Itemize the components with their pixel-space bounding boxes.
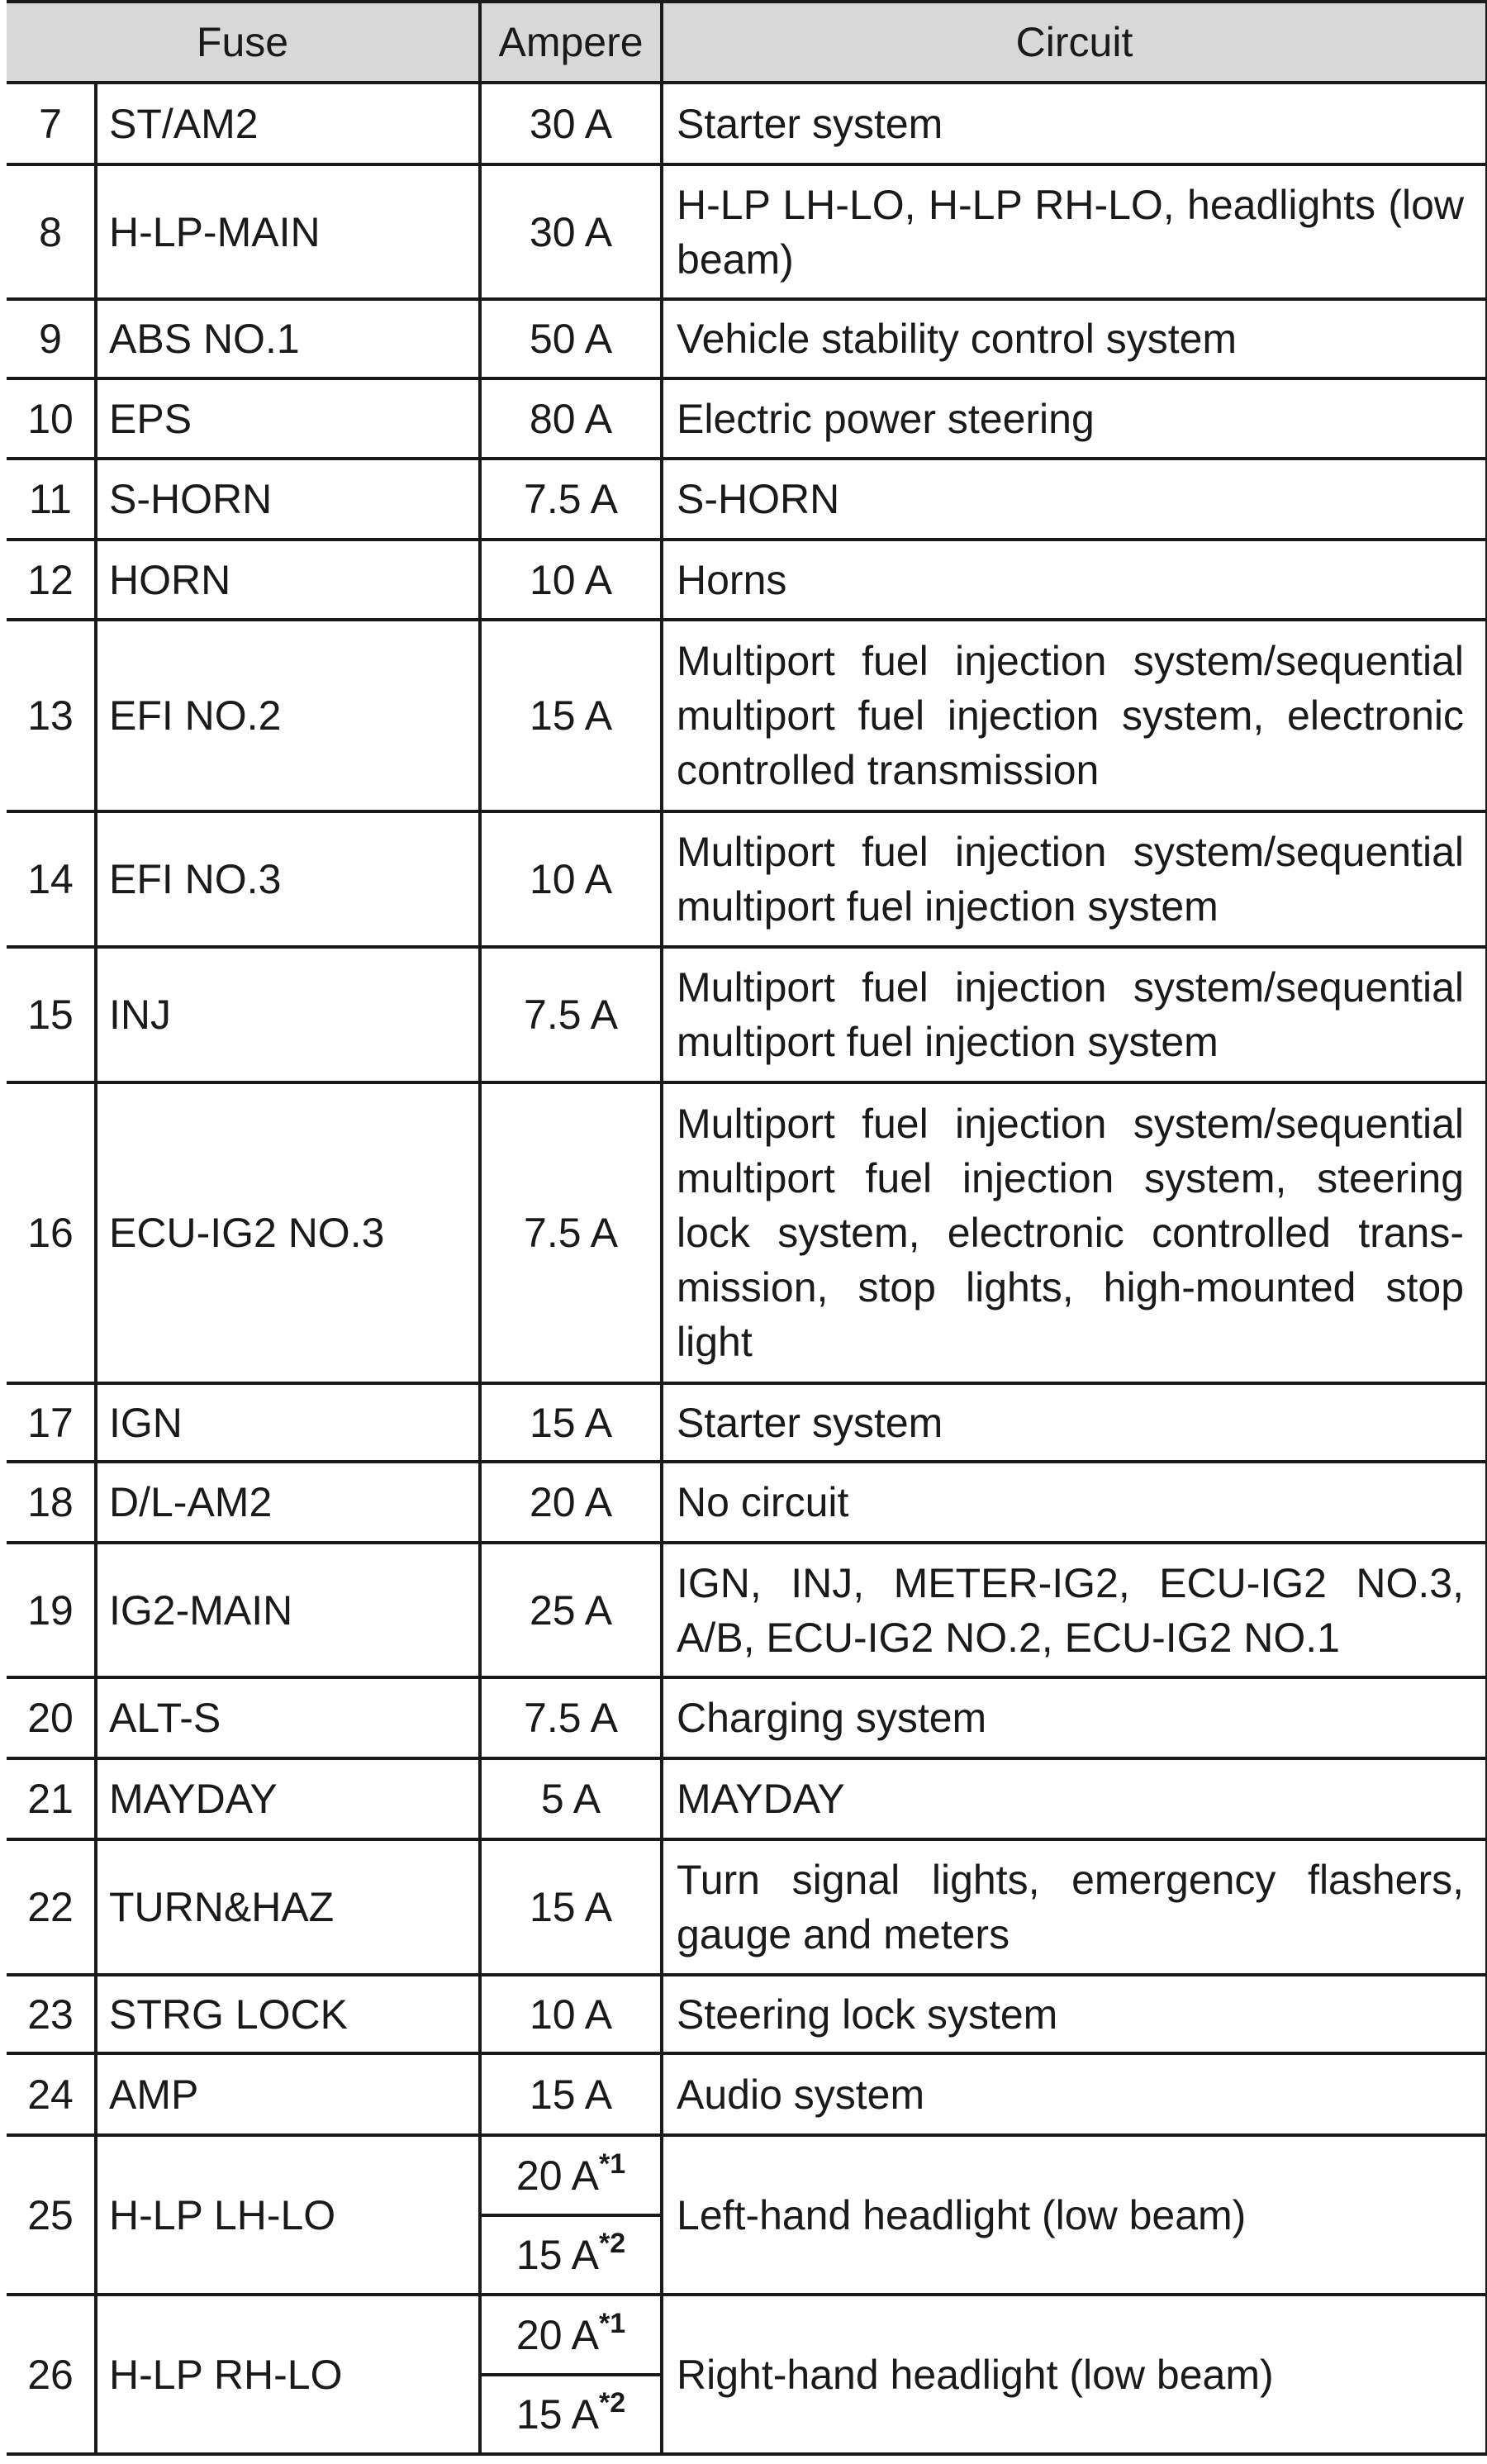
table-row <box>7 1543 1487 1677</box>
fuse-ampere: 7.5 A <box>480 1082 662 1383</box>
fuse-ampere: 15 A <box>480 1839 662 1975</box>
table-row <box>7 947 1487 1082</box>
fuse-name: EFI NO.2 <box>96 620 480 811</box>
fuse-circuit: Starter system <box>662 1383 1487 1462</box>
table-row <box>7 1839 1487 1975</box>
table-row <box>7 1383 1487 1462</box>
fuse-number: 8 <box>7 164 96 299</box>
fuse-circuit: Electric power steering <box>662 378 1487 459</box>
table-row <box>7 459 1487 540</box>
fuse-circuit: S-HORN <box>662 459 1487 540</box>
fuse-ampere: 15 A <box>480 620 662 811</box>
fuse-circuit: Multiport fuel injection system/sequential multiport fuel injection system, electronic controlled transmission <box>662 620 1487 811</box>
fuse-name: HORN <box>96 540 480 620</box>
fuse-number: 21 <box>7 1758 96 1839</box>
table-row <box>7 83 1487 164</box>
fuse-number: 10 <box>7 378 96 459</box>
fuse-name: EPS <box>96 378 480 459</box>
fuse-table <box>7 0 1487 2456</box>
fuse-name: AMP <box>96 2053 480 2135</box>
fuse-circuit: Multiport fuel injection system/sequential multiport fuel injection system <box>662 811 1487 947</box>
ampere-value: 20 A <box>515 2311 599 2358</box>
fuse-ampere-option-2 <box>480 2215 662 2295</box>
fuse-name: ABS NO.1 <box>96 299 480 378</box>
fuse-name: STRG LOCK <box>96 1975 480 2053</box>
table-row <box>7 1677 1487 1758</box>
fuse-circuit: Steering lock system <box>662 1975 1487 2053</box>
header-row <box>7 2 1487 83</box>
header-fuse: Fuse <box>7 2 480 83</box>
fuse-ampere: 7.5 A <box>480 1677 662 1758</box>
table-row <box>7 299 1487 378</box>
table-row-split <box>7 2135 1487 2215</box>
fuse-name: ST/AM2 <box>96 83 480 164</box>
fuse-number: 23 <box>7 1975 96 2053</box>
fuse-ampere: 7.5 A <box>480 947 662 1082</box>
fuse-name: IGN <box>96 1383 480 1462</box>
fuse-name: IG2-MAIN <box>96 1543 480 1677</box>
fuse-name: S-HORN <box>96 459 480 540</box>
fuse-circuit: Audio system <box>662 2053 1487 2135</box>
fuse-name: INJ <box>96 947 480 1082</box>
fuse-ampere: 30 A <box>480 83 662 164</box>
fuse-ampere: 10 A <box>480 540 662 620</box>
fuse-circuit: Multiport fuel injection system/sequential multiport fuel injection system <box>662 947 1487 1082</box>
footnote-marker: *2 <box>599 2387 626 2419</box>
fuse-number: 24 <box>7 2053 96 2135</box>
header-ampere: Ampere <box>480 2 662 83</box>
fuse-name: TURN&HAZ <box>96 1839 480 1975</box>
fuse-ampere: 10 A <box>480 1975 662 2053</box>
footnote-marker: *1 <box>599 2307 626 2339</box>
fuse-ampere: 25 A <box>480 1543 662 1677</box>
fuse-number: 18 <box>7 1462 96 1543</box>
table-row <box>7 1462 1487 1543</box>
fuse-circuit: IGN, INJ, METER-IG2, ECU-IG2 NO.3, A/B, ECU-IG2 NO.2, ECU-IG2 NO.1 <box>662 1543 1487 1677</box>
table-row <box>7 620 1487 811</box>
fuse-ampere-option-1 <box>480 2295 662 2375</box>
table-row <box>7 1975 1487 2053</box>
fuse-ampere: 20 A <box>480 1462 662 1543</box>
fuse-circuit: H-LP LH-LO, H-LP RH-LO, headlights (low beam) <box>662 164 1487 299</box>
table-body <box>7 83 1487 2454</box>
fuse-name: D/L-AM2 <box>96 1462 480 1543</box>
fuse-ampere: 80 A <box>480 378 662 459</box>
fuse-number: 26 <box>7 2295 96 2454</box>
fuse-number: 14 <box>7 811 96 947</box>
fuse-number: 7 <box>7 83 96 164</box>
fuse-ampere: 10 A <box>480 811 662 947</box>
fuse-circuit: No circuit <box>662 1462 1487 1543</box>
header-circuit: Circuit <box>662 2 1487 83</box>
fuse-number: 15 <box>7 947 96 1082</box>
footnote-marker: *2 <box>599 2228 626 2259</box>
ampere-value: 20 A <box>515 2152 599 2199</box>
fuse-ampere: 7.5 A <box>480 459 662 540</box>
fuse-number: 17 <box>7 1383 96 1462</box>
table-row <box>7 2053 1487 2135</box>
fuse-name: H-LP-MAIN <box>96 164 480 299</box>
fuse-name: EFI NO.3 <box>96 811 480 947</box>
fuse-ampere: 15 A <box>480 2053 662 2135</box>
ampere-value: 15 A <box>515 2391 599 2438</box>
table-row-split <box>7 2295 1487 2375</box>
fuse-number: 12 <box>7 540 96 620</box>
fuse-number: 11 <box>7 459 96 540</box>
fuse-circuit: Horns <box>662 540 1487 620</box>
fuse-name: ALT-S <box>96 1677 480 1758</box>
fuse-circuit: Starter system <box>662 83 1487 164</box>
fuse-ampere: 15 A <box>480 1383 662 1462</box>
fuse-circuit: Charging system <box>662 1677 1487 1758</box>
fuse-number: 9 <box>7 299 96 378</box>
ampere-value: 15 A <box>515 2232 599 2278</box>
table-row <box>7 811 1487 947</box>
fuse-circuit: Turn signal lights, emergency flashers, gauge and meters <box>662 1839 1487 1975</box>
footnote-marker: *1 <box>599 2148 626 2180</box>
fuse-number: 20 <box>7 1677 96 1758</box>
table-row <box>7 1758 1487 1839</box>
fuse-number: 13 <box>7 620 96 811</box>
fuse-ampere: 30 A <box>480 164 662 299</box>
fuse-ampere-option-1 <box>480 2135 662 2215</box>
fuse-number: 16 <box>7 1082 96 1383</box>
fuse-ampere-option-2 <box>480 2375 662 2454</box>
fuse-number: 25 <box>7 2135 96 2295</box>
fuse-circuit: Vehicle stability control system <box>662 299 1487 378</box>
fuse-circuit: Multiport fuel injection system/sequential multiport fuel injection system, steering lock system, electronic controlled trans-mission, stop lights, high-mounted stop light <box>662 1082 1487 1383</box>
fuse-circuit: MAYDAY <box>662 1758 1487 1839</box>
fuse-circuit: Right-hand headlight (low beam) <box>662 2295 1487 2454</box>
fuse-number: 19 <box>7 1543 96 1677</box>
table-row <box>7 164 1487 299</box>
fuse-name: H-LP LH-LO <box>96 2135 480 2295</box>
table-row <box>7 1082 1487 1383</box>
fuse-ampere: 5 A <box>480 1758 662 1839</box>
fuse-number: 22 <box>7 1839 96 1975</box>
fuse-name: MAYDAY <box>96 1758 480 1839</box>
fuse-name: ECU-IG2 NO.3 <box>96 1082 480 1383</box>
table-row <box>7 378 1487 459</box>
fuse-name: H-LP RH-LO <box>96 2295 480 2454</box>
fuse-ampere: 50 A <box>480 299 662 378</box>
fuse-circuit: Left-hand headlight (low beam) <box>662 2135 1487 2295</box>
table-row <box>7 540 1487 620</box>
